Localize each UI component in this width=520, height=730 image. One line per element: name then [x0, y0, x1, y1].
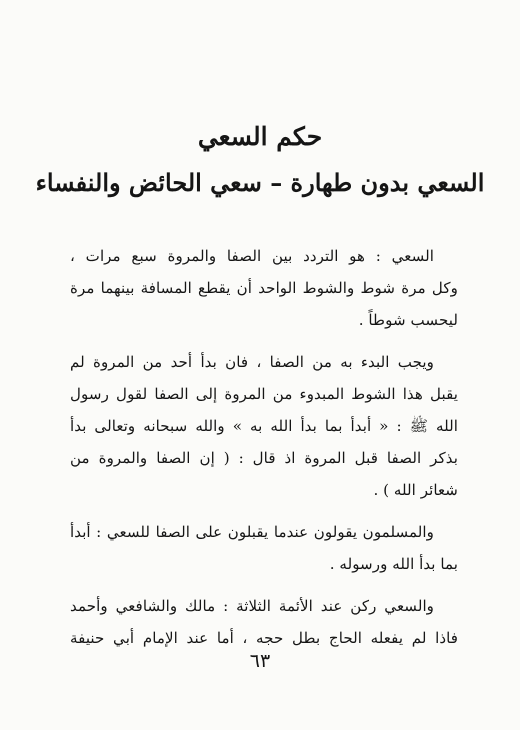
text-line: بذكر الصفا قبل المروة اذ قال : ( إن الصفا والمروة من — [70, 449, 458, 467]
paragraph-ruling — [70, 590, 458, 654]
text-line: السعي : هو التردد بين الصفا والمروة سبع مرات ، — [70, 247, 434, 265]
text-line: ليحسب شوطاً . — [358, 311, 458, 329]
paragraph-gap — [70, 336, 458, 346]
paragraph-gap — [70, 580, 458, 590]
paragraph-start-at-safa — [70, 346, 458, 506]
text-line: فاذا لم يفعله الحاج بطل حجه ، أما عند الإمام أبي حنيفة — [70, 629, 458, 647]
text-line: ويجب البدء به من الصفا ، فان بدأ أحد من المروة لم — [70, 353, 434, 371]
text-line: والسعي ركن عند الأئمة الثلاثة : مالك والشافعي وأحمد — [70, 597, 434, 615]
paragraph-gap — [70, 506, 458, 516]
text-line: بما بدأ الله ورسوله . — [329, 555, 458, 573]
text-line: يقبل هذا الشوط المبدوء من المروة إلى الصفا لقول رسول — [70, 385, 458, 403]
text-line: شعائر الله ) . — [373, 481, 458, 499]
chapter-subtitle: السعي بدون طهارة – سعي الحائض والنفساء — [35, 168, 485, 197]
page-number: ٦٣ — [249, 650, 271, 672]
chapter-title: حكم السعي — [197, 122, 323, 151]
text-line: وكل مرة شوط والشوط الواحد أن يقطع المسافة بينهما مرة — [70, 279, 458, 297]
body-text — [70, 240, 458, 654]
paragraph-muslims-say — [70, 516, 458, 580]
paragraph-definition — [70, 240, 458, 336]
text-line: الله ﷺ : « أبدأ بما بدأ الله به » والله سبحانه وتعالى بدأ — [70, 417, 458, 435]
text-line: والمسلمون يقولون عندما يقبلون على الصفا للسعي : أبدأ — [70, 523, 434, 541]
